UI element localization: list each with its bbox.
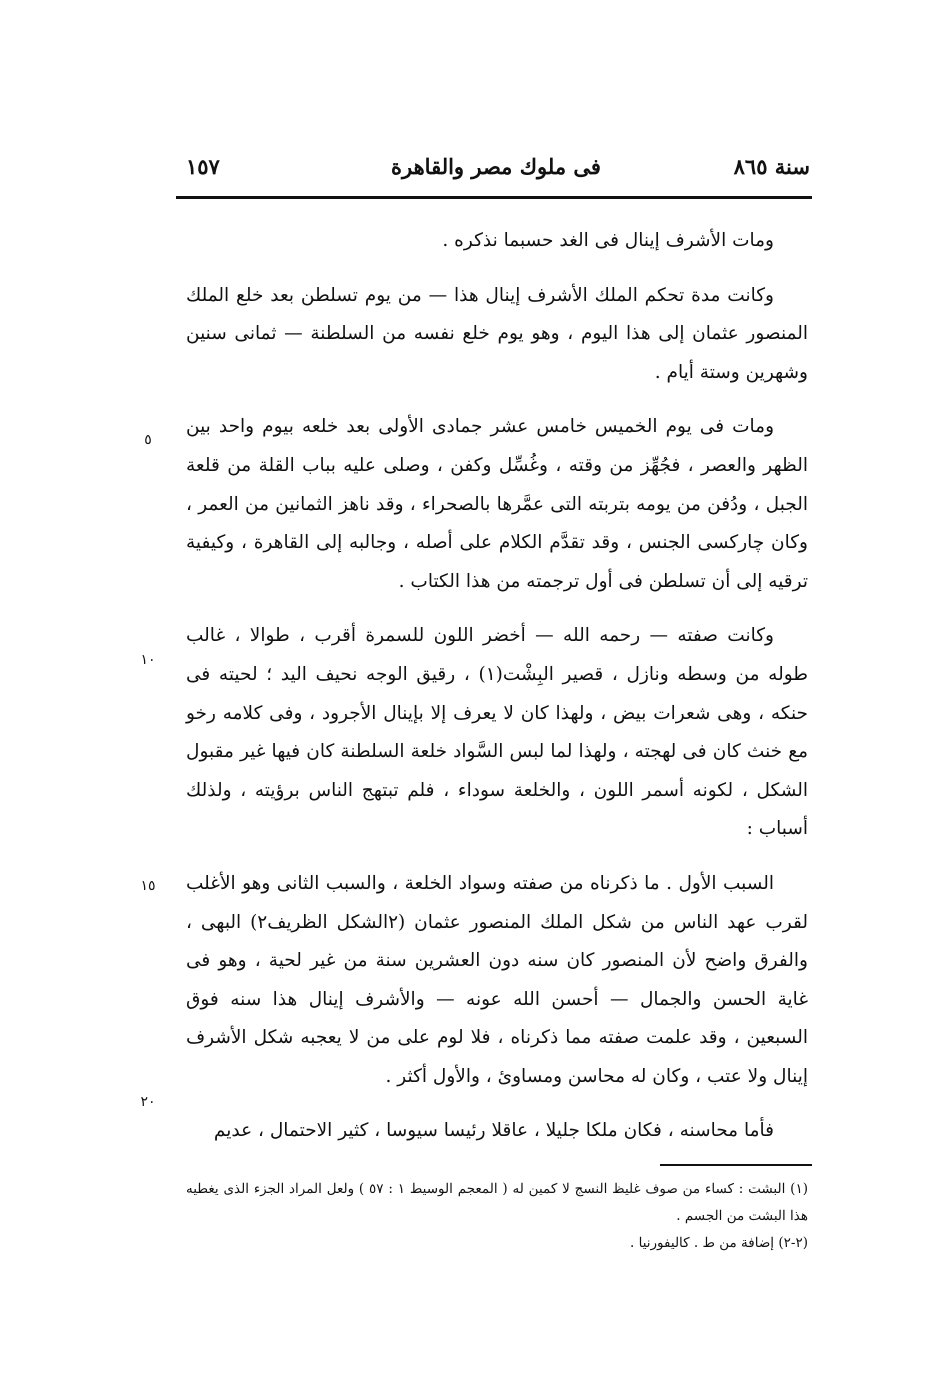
main-text — [186, 222, 808, 1151]
footnote-rule — [660, 1164, 812, 1166]
running-header — [180, 152, 812, 186]
page-number: ١٥٧ — [186, 154, 220, 179]
line-number: ١٠ — [140, 652, 156, 668]
paragraph: السبب الأول . ما ذكرناه من صفته وسواد الخلعة ، والسبب الثانى وهو الأغلب لقرب عهد الناس من شكل الملك المنصور عثمان (٢الشكل الظريف٢) البهى ، والفرق واضح لأن المنصور كان سنه دون العشرين سنة من غير لحية ، وهو فى غاية الحسن والجمال — أحسن الله عونه — والأشرف إينال هذا سنه فوق السبعين ، وقد علمت صفته مما ذكرناه ، فلا لوم على من لا يعجبه شكل الأشرف إينال ولا عتب ، وكان له محاسن ومساوئ ، والأول أكثر . — [186, 872, 808, 1087]
header-title: فى ملوك مصر والقاهرة — [391, 154, 601, 179]
paragraph: فأما محاسنه ، فكان ملكا جليلا ، عاقلا رئيسا سيوسا ، كثير الاحتمال ، عديم — [213, 1120, 774, 1142]
paragraph: ومات فى يوم الخميس خامس عشر جمادى الأولى بعد خلعه بيوم واحد بين الظهر والعصر ، فجُهِّز من وقته ، وغُسِّل وكفن ، وصلى عليه بباب القلة من قلعة الجبل ، ودُفن من يومه بتربته التى عمَّرها بالصحراء ، وقد ناهز الثمانين من العمر ، وكان چاركسى الجنس ، وقد تقدَّم الكلام على أصله ، وجالبه إلى القاهرة ، وكيفية ترقيه إلى أن تسلطن فى أول ترجمته من هذا الكتاب . — [186, 416, 808, 592]
line-number: ٥ — [144, 432, 152, 448]
paragraph: وكانت صفته — رحمه الله — أخضر اللون للسمرة أقرب ، طوالا ، غالب طوله من وسطه ونازل ، قصير البِشْت(١) ، رقيق الوجه نحيف اليد ؛ لحيته فى حنكه ، وهى شعرات بيض ، ولهذا كان لا يعرف إلا بإينال الأجرود ، وفى كلامه رخو مع خنث كان فى لهجته ، ولهذا لما لبس السَّواد خلعة السلطنة كان فيها غير مقبول الشكل ، لكونه أسمر اللون ، والخلعة سوداء ، فلم تبتهج الناس برؤيته ، ولذلك أسباب : — [186, 625, 808, 840]
header-rule — [176, 196, 812, 199]
footnote: (١) البشت : كساء من صوف غليظ النسج لا كمين له ( المعجم الوسيط ١ : ٥٧ ) ولعل المراد الجزء الذى يغطيه هذا البشت من الجسم . — [186, 1181, 808, 1224]
header-year: سنة ٨٦٥ — [733, 154, 810, 179]
footnote: (٢-٢) إضافة من ط . كاليفورنيا . — [630, 1235, 808, 1251]
paragraph: وكانت مدة تحكم الملك الأشرف إينال هذا — من يوم تسلطن بعد خلع الملك المنصور عثمان إلى هذا اليوم ، وهو يوم خلع نفسه من السلطنة — ثمانى سنين وشهرين وستة أيام . — [186, 284, 808, 383]
paragraph: ومات الأشرف إينال فى الغد حسبما نذكره . — [442, 230, 774, 251]
footnotes — [186, 1176, 808, 1257]
line-number: ١٥ — [140, 878, 156, 894]
line-number: ٢٠ — [140, 1094, 156, 1110]
